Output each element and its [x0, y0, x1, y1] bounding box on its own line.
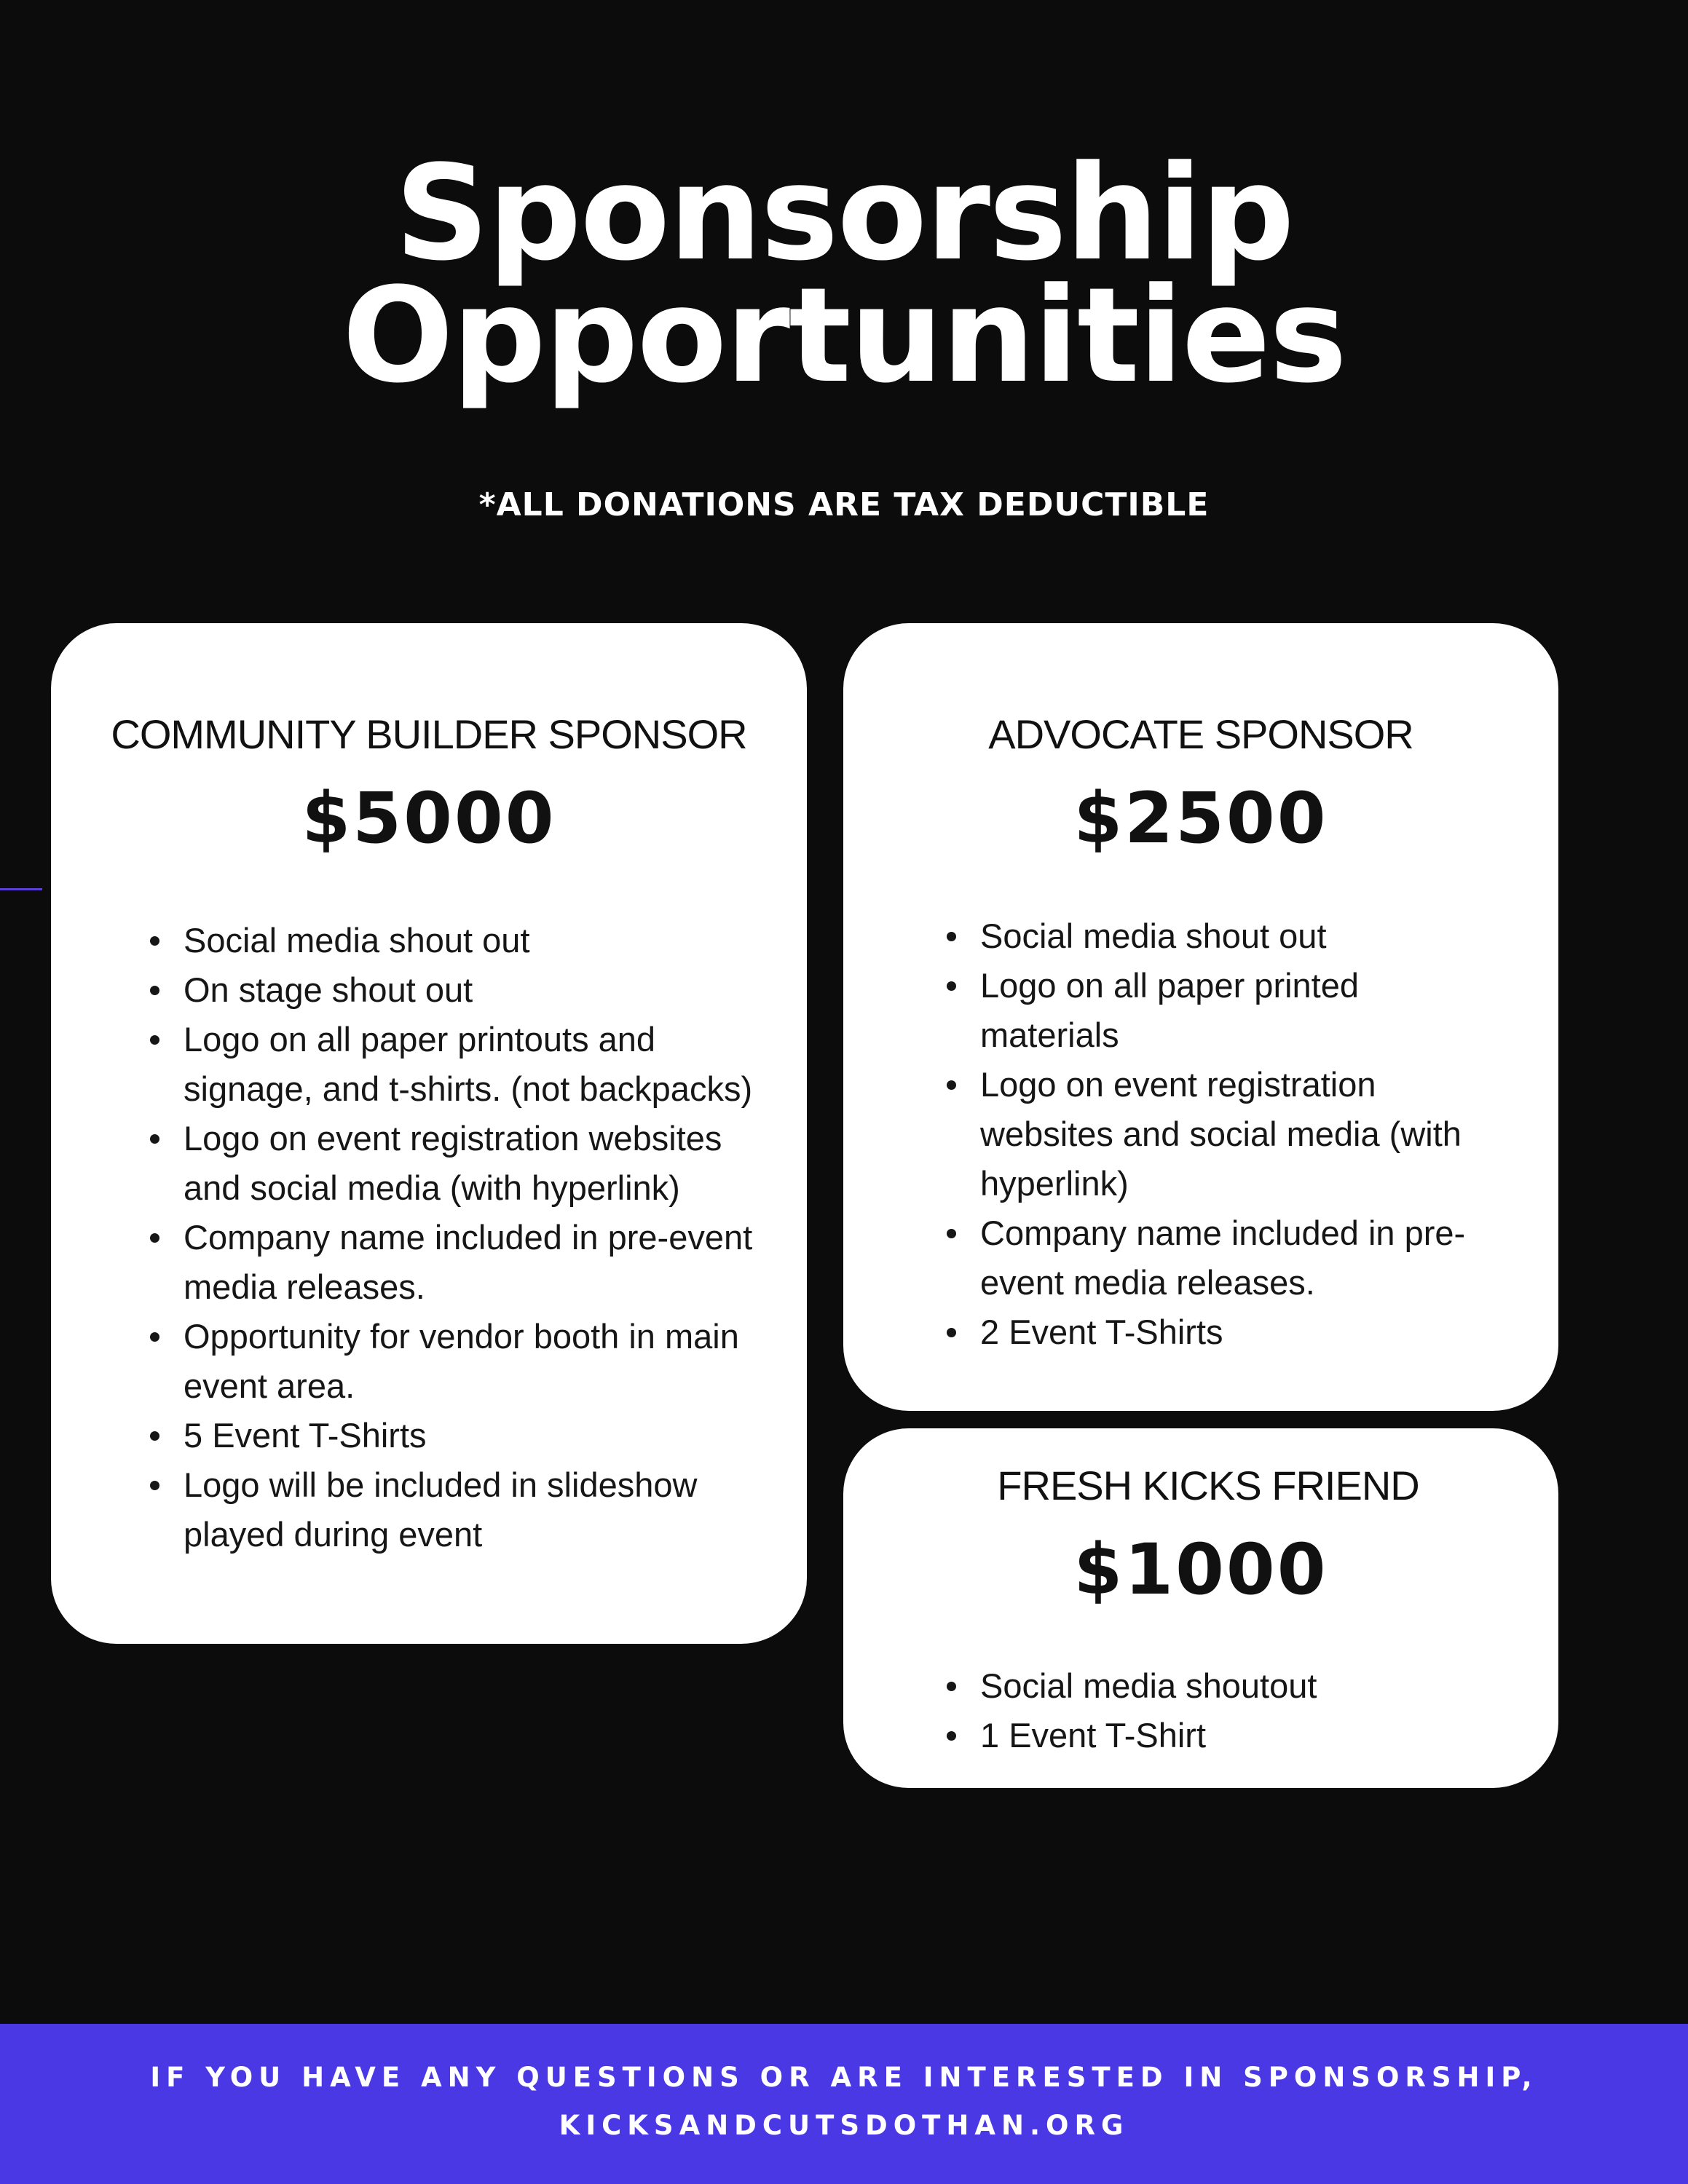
benefit-item: Opportunity for vendor booth in main event area. [184, 1312, 766, 1411]
tier-name: FRESH KICKS FRIEND [997, 1463, 1419, 1508]
tier-price: $2500 [1073, 778, 1328, 859]
footer-contact-text: IF YOU HAVE ANY QUESTIONS OR ARE INTERESTED IN SPONSORSHIP, [150, 2062, 1538, 2093]
benefit-list [980, 1661, 1504, 1760]
benefit-list [184, 916, 766, 1559]
benefit-list [980, 911, 1504, 1357]
accent-divider [0, 888, 42, 890]
tier-price: $5000 [301, 778, 556, 859]
page-title [0, 138, 1688, 412]
title-line-1: Sponsorship [395, 138, 1293, 290]
benefit-item: Logo on all paper printouts and signage, and t-shirts. (not backpacks) [184, 1015, 766, 1114]
benefit-item: Logo on event registration websites and social media (with hyperlink) [980, 1060, 1504, 1208]
benefit-item: Logo on all paper printed materials [980, 961, 1504, 1060]
tier-card-fresh-kicks-friend [843, 1428, 1558, 1788]
benefit-item: Social media shout out [184, 916, 766, 965]
benefit-item: 5 Event T-Shirts [184, 1411, 766, 1460]
benefit-item: Logo will be included in slideshow played during event [184, 1460, 766, 1559]
benefit-item: Company name included in pre-event media releases. [184, 1213, 766, 1312]
tier-card-advocate [843, 623, 1558, 1411]
benefit-item: On stage shout out [184, 965, 766, 1015]
benefit-item: 1 Event T-Shirt [980, 1711, 1504, 1760]
tier-card-community-builder [51, 623, 807, 1644]
tax-deductible-note: *ALL DONATIONS ARE TAX DEDUCTIBLE [478, 486, 1210, 523]
benefit-item: Logo on event registration websites and social media (with hyperlink) [184, 1114, 766, 1213]
title-line-2: Opportunities [342, 260, 1346, 412]
benefit-item: Social media shout out [980, 911, 1504, 961]
benefit-item: 2 Event T-Shirts [980, 1307, 1504, 1357]
footer-band [0, 2024, 1688, 2184]
benefit-item: Company name included in pre-event media releases. [980, 1208, 1504, 1307]
benefit-item: Social media shoutout [980, 1661, 1504, 1711]
tier-name: COMMUNITY BUILDER SPONSOR [111, 711, 747, 757]
website-link[interactable]: KICKSANDCUTSDOTHAN.ORG [559, 2110, 1129, 2141]
tier-name: ADVOCATE SPONSOR [988, 711, 1413, 757]
tier-price: $1000 [1073, 1529, 1328, 1610]
